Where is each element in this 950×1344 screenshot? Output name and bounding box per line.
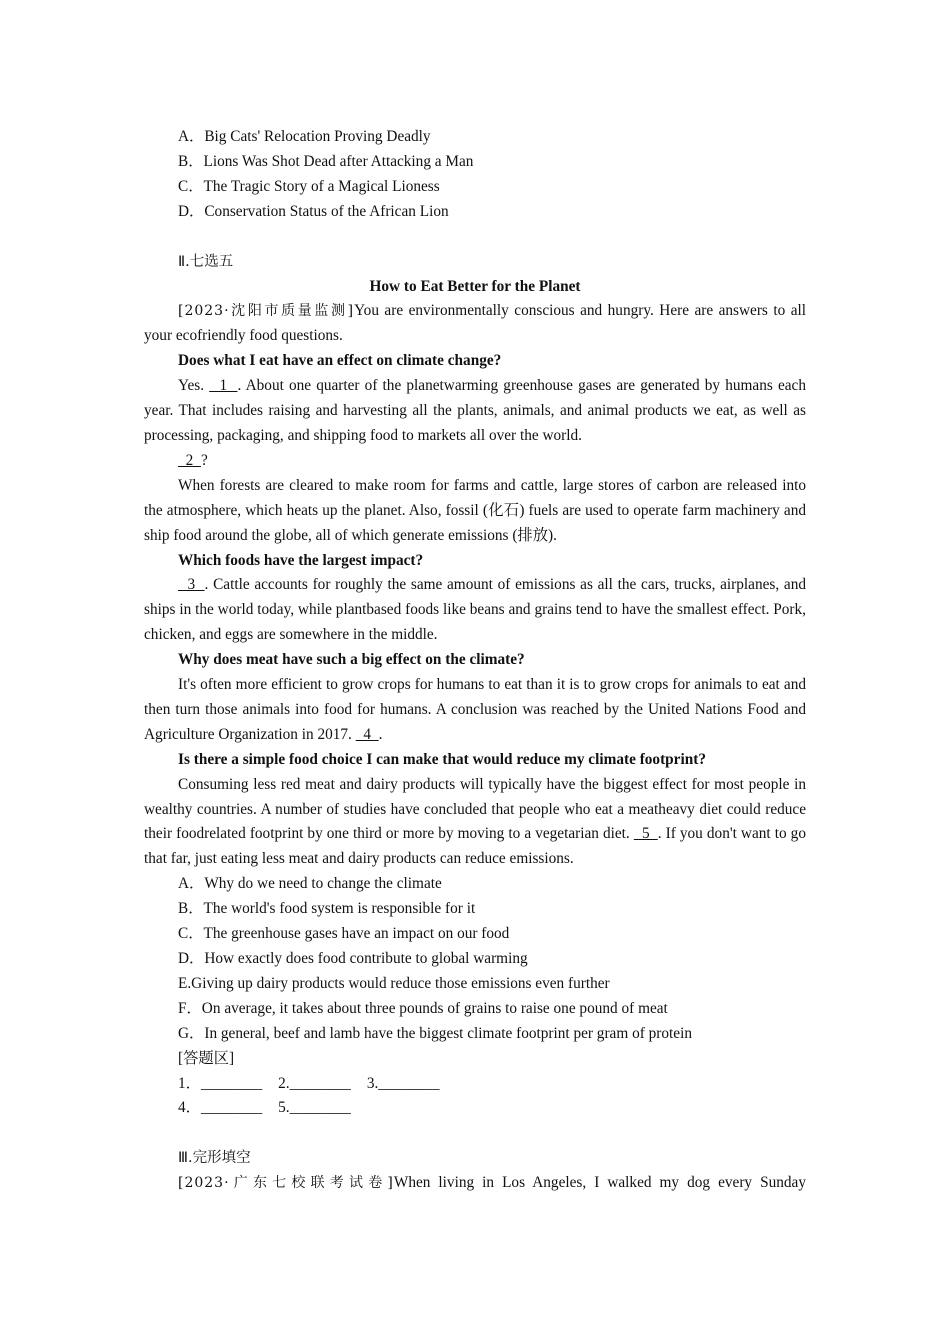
answer-row-1 xyxy=(144,1072,806,1097)
prev-option-a: A．Big Cats' Relocation Proving Deadly xyxy=(178,128,431,145)
answer-blank-1[interactable]: 1．________ xyxy=(178,1074,263,1092)
answer-area-label: [答题区] xyxy=(178,1049,235,1067)
cloze-text: When living in Los Angeles, I walked my dog every Sunday xyxy=(393,1174,806,1192)
p1-rest: . About one quarter of the planetwarming greenhouse gases are generated by humans each year. That includes raising and harvesting all the plants, animals, and animal products we eat, as well as processing, packaging, and shipping food to markets all over the world. xyxy=(144,377,806,444)
answer-blank-2[interactable]: 2.________ xyxy=(278,1074,351,1092)
spacer xyxy=(144,1121,806,1146)
section2-heading: Ⅱ.七选五 xyxy=(178,253,234,270)
question-2: Which foods have the largest impact? xyxy=(178,551,424,569)
paragraph-1 xyxy=(144,374,806,449)
answer-blank-3[interactable]: 3.________ xyxy=(366,1074,440,1092)
paragraph-2 xyxy=(144,449,806,474)
spacer xyxy=(144,225,806,250)
intro-text: You are environmentally conscious and hungry. Here are answers to all your ecofriendly food questions. xyxy=(144,302,806,345)
p6-rest: . If you don't want to go that far, just eating less meat and dairy products can reduce emissions. xyxy=(144,825,806,868)
option-a: A．Why do we need to change the climate xyxy=(178,875,442,893)
prev-option-b: B．Lions Was Shot Dead after Attacking a Man xyxy=(178,152,474,170)
p5-end: . xyxy=(378,725,383,743)
intro-source: [2023·沈阳市质量监测] xyxy=(178,303,355,320)
answer-blank-4[interactable]: 4．________ xyxy=(178,1099,263,1117)
paragraph-5 xyxy=(144,673,806,748)
answer-blank-5[interactable]: 5.________ xyxy=(278,1099,351,1117)
paragraph-3: When forests are cleared to make room for farms and cattle, large stores of carbon are released into the atmosphere, which heats up the planet. Also, fossil (化石) fuels are used to operate farm machinery and ship food around the globe, all of which generate emissions (排放). xyxy=(144,476,806,544)
question-3: Why does meat have such a big effect on the climate? xyxy=(178,651,525,669)
p4-rest: . Cattle accounts for roughly the same amount of emissions as all the cars, trucks, airplanes, and ships in the world today, while plantbased foods like beans and grains tend to have the smallest effect. Pork, chicken, and eggs are somewhere in the middle. xyxy=(144,576,806,644)
intro-paragraph xyxy=(144,299,806,349)
blank-1[interactable]: 1 xyxy=(209,377,238,395)
section3-heading: Ⅲ.完形填空 xyxy=(178,1150,251,1167)
paragraph-4 xyxy=(144,573,806,648)
paragraph-6 xyxy=(144,773,806,873)
option-d: D．How exactly does food contribute to global warming xyxy=(178,950,528,967)
p1-start: Yes. xyxy=(178,377,210,395)
option-g: G．In general, beef and lamb have the biggest climate footprint per gram of protein xyxy=(178,1024,692,1042)
question-4: Is there a simple food choice I can make that would reduce my climate footprint? xyxy=(178,750,706,768)
blank-2[interactable]: 2 xyxy=(178,451,201,469)
p6-text: Consuming less red meat and dairy products will typically have the biggest effect for most people in wealthy countries. A number of studies have concluded that people who eat a meatheavy diet could reduce their foodrelated footprint by one third or more by moving to a vegetarian diet. xyxy=(144,775,806,843)
prev-option-c: C．The Tragic Story of a Magical Lioness xyxy=(178,177,440,195)
question-1: Does what I eat have an effect on climate change? xyxy=(178,352,502,370)
p2-after-blank: ? xyxy=(200,451,208,469)
prev-option-d: D．Conservation Status of the African Lion xyxy=(178,202,449,220)
option-b: B．The world's food system is responsible for it xyxy=(178,900,476,918)
cloze-source: [2023·广东七校联考试卷] xyxy=(178,1175,394,1192)
blank-5[interactable]: 5 xyxy=(633,825,658,843)
p5-text: It's often more efficient to grow crops for humans to eat than it is to grow crops for animals to eat and then turn those animals into food for humans. A conclusion was reached by the United Nations Food and Agriculture Organization in 2017. xyxy=(144,676,806,743)
option-e: E.Giving up dairy products would reduce those emissions even further xyxy=(178,974,610,992)
blank-4[interactable]: 4 xyxy=(355,725,379,743)
answer-row-2 xyxy=(144,1096,806,1121)
cloze-intro xyxy=(144,1171,806,1196)
option-c: C．The greenhouse gases have an impact on our food xyxy=(178,925,510,943)
document-page xyxy=(144,125,806,1196)
passage-title: How to Eat Better for the Planet xyxy=(369,277,581,295)
option-f: F．On average, it takes about three pounds of grains to raise one pound of meat xyxy=(178,999,668,1017)
blank-3[interactable]: 3 xyxy=(178,576,205,594)
